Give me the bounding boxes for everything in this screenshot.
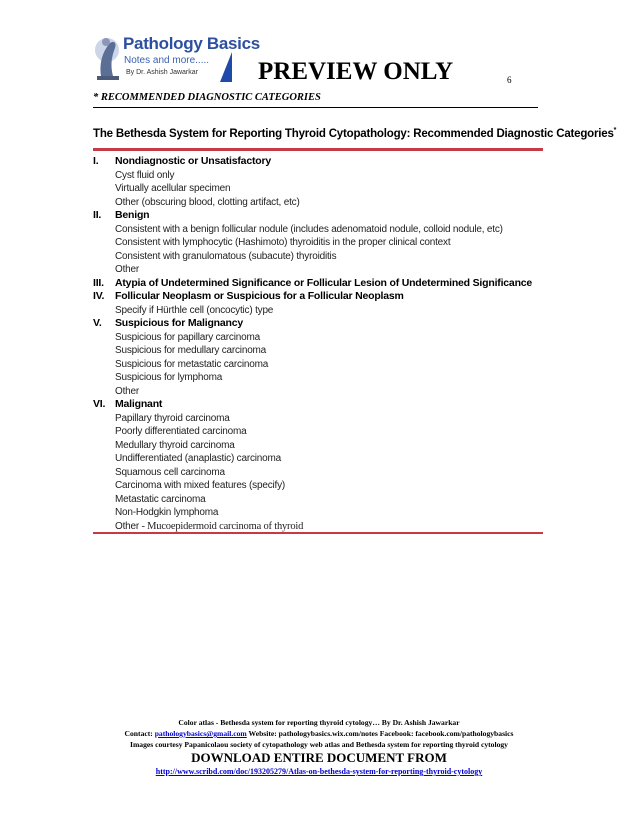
category-item: Other (115, 385, 140, 397)
caption-underline (93, 107, 538, 108)
contact-label: Contact: (124, 729, 155, 738)
category-item: Carcinoma with mixed features (specify) (115, 480, 286, 491)
category-heading (93, 155, 543, 169)
category-item: Papillary thyroid carcinoma (115, 412, 230, 424)
category-numeral: III. (93, 276, 104, 289)
contact-rest: Website: pathologybasics.wix.com/notes Facebook: facebook.com/pathologybasics (246, 729, 514, 738)
figure-caption: * RECOMMENDED DIAGNOSTIC CATEGORIES (93, 92, 321, 103)
category-numeral: VI. (93, 398, 106, 410)
category-item: Squamous cell carcinoma (115, 466, 225, 478)
download-link[interactable]: http://www.scribd.com/doc/193205279/Atlas-on-bethesda-system-for-reporting-thyroid-cytology (155, 767, 483, 776)
category-name: Suspicious for Malignancy (115, 317, 244, 329)
footer-contact-line (0, 729, 638, 738)
category-item: Poorly differentiated carcinoma (115, 426, 247, 437)
footer-credits-line: Images courtesy Papanicolaou society of cytopathology web atlas and Bethesda system for reporting thyroid cytology (130, 740, 508, 749)
table-top-rule (93, 148, 543, 151)
footer-atlas-line: Color atlas - Bethesda system for reporting thyroid cytology… By Dr. Ashish Jawarkar (178, 718, 460, 727)
category-item: Consistent with lymphocytic (Hashimoto) thyroiditis in the proper clinical context (115, 237, 451, 248)
other-addition: - Mucoepidermoid carcinoma of thyroid (139, 520, 304, 532)
download-heading: DOWNLOAD ENTIRE DOCUMENT FROM (191, 750, 447, 765)
category-heading (93, 290, 543, 304)
table-title-text: The Bethesda System for Reporting Thyroid Cytopathology: Recommended Diagnostic Categories (93, 127, 614, 140)
category-name: Benign (115, 209, 150, 221)
logo-title: Pathology Basics (123, 34, 260, 53)
category-list (93, 155, 543, 533)
category-item: Specify if Hürthle cell (oncocytic) type (115, 304, 274, 316)
preview-banner: PREVIEW ONLY (258, 58, 454, 85)
logo-subtitle: Notes and more..... (124, 55, 210, 66)
logo-bar-icon (220, 52, 232, 82)
category-item-other (93, 520, 543, 534)
logo-author: By Dr. Ashish Jawarkar (126, 69, 198, 76)
table-title (93, 127, 616, 140)
category-item: Suspicious for lymphoma (115, 372, 223, 383)
category-name: Atypia of Undetermined Significance or Follicular Lesion of Undetermined Significance (115, 276, 533, 289)
table-bottom-rule (93, 532, 543, 534)
category-item: Non-Hodgkin lymphoma (115, 507, 219, 518)
category-numeral: I. (93, 155, 99, 167)
category-item: Suspicious for metastatic carcinoma (115, 358, 269, 370)
email-link[interactable]: pathologybasics@gmail.com (154, 729, 247, 738)
category-numeral: II. (93, 209, 102, 221)
category-item: Medullary thyroid carcinoma (115, 439, 235, 451)
category-item: Virtually acellular specimen (115, 183, 231, 194)
other-label: Other (115, 520, 140, 532)
category-item: Consistent with granulomatous (subacute) thyroiditis (115, 250, 337, 262)
category-item: Consistent with a benign follicular nodule (includes adenomatoid nodule, colloid nodule, etc) (115, 223, 503, 235)
category-heading (93, 398, 543, 412)
category-numeral: V. (93, 317, 102, 329)
category-heading (93, 317, 543, 331)
category-heading (93, 209, 543, 223)
category-item: Other (115, 264, 140, 275)
category-item: Cyst fluid only (115, 169, 175, 181)
category-item: Suspicious for papillary carcinoma (115, 331, 260, 343)
category-heading (93, 277, 543, 291)
category-item: Other (obscuring blood, clotting artifact, etc) (115, 196, 300, 208)
category-item: Suspicious for medullary carcinoma (115, 345, 267, 356)
microscope-figure-icon (93, 32, 125, 82)
category-name: Malignant (115, 398, 163, 410)
page-number: 6 (507, 75, 512, 85)
category-item: Metastatic carcinoma (115, 493, 206, 505)
table-title-mark: * (613, 127, 617, 134)
category-numeral: IV. (93, 290, 105, 302)
category-name: Nondiagnostic or Unsatisfactory (115, 155, 271, 167)
logo (93, 32, 260, 84)
category-name: Follicular Neoplasm or Suspicious for a Follicular Neoplasm (115, 290, 404, 302)
category-item: Undifferentiated (anaplastic) carcinoma (115, 453, 281, 464)
